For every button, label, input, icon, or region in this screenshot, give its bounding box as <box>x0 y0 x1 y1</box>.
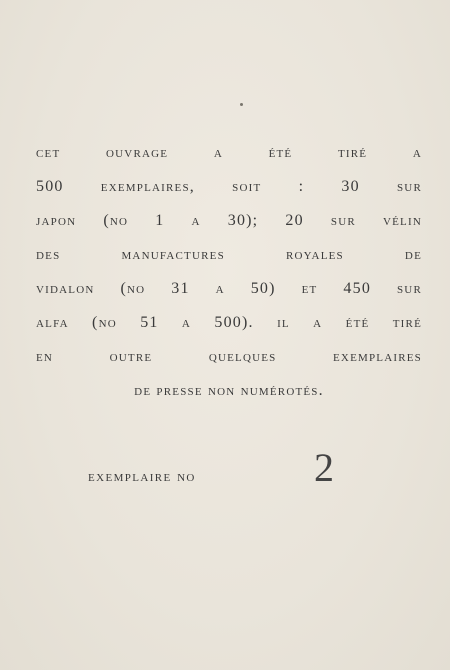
colophon-line: des manufactures royales de <box>36 246 422 263</box>
colophon-line: cet ouvrage a été tiré a <box>36 144 422 161</box>
colophon-text <box>36 136 422 408</box>
colophon-line: japon (no 1 a 30); 20 sur vélin <box>36 212 422 229</box>
copy-number: 2 <box>314 445 334 490</box>
colophon-line: alfa (no 51 a 500). il a été tiré <box>36 314 422 331</box>
colophon-line: vidalon (no 31 a 50) et 450 sur <box>36 280 422 297</box>
paper-speck <box>240 103 243 106</box>
colophon-line: en outre quelques exemplaires <box>36 348 422 365</box>
copy-label: exemplaire no <box>88 468 196 485</box>
colophon-line: 500 exemplaires, soit : 30 sur <box>36 178 422 195</box>
colophon-line: de presse non numérotés. <box>134 382 324 399</box>
copy-number-block <box>88 445 348 498</box>
